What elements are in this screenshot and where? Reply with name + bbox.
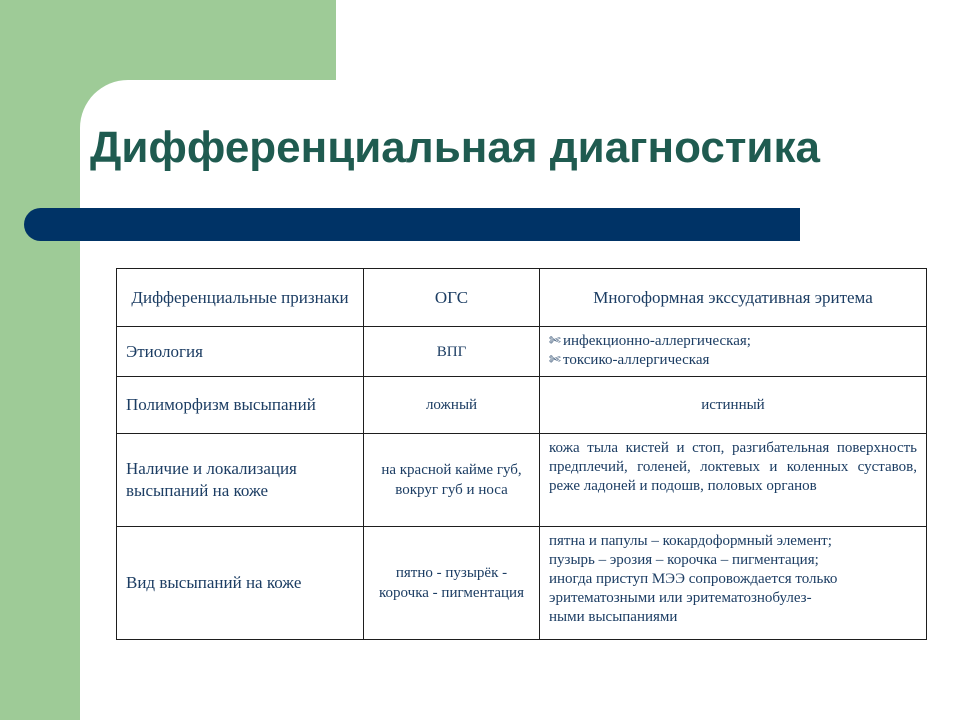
row-sign-polymorphism: Полиморфизм высыпаний [117,377,364,434]
row-mee-rash-type [540,526,927,639]
list-item: ✄ инфекционно-аллергическая; [549,333,751,350]
row-ogs-etiology: ВПГ [364,327,540,377]
row-ogs-polymorphism: ложный [364,377,540,434]
text-line: ными высыпаниями [549,608,678,625]
differential-table [116,268,927,640]
header-cell-ogs: ОГС [364,269,540,327]
table-row [117,377,927,434]
table-row [117,526,927,639]
row-ogs-localization: на красной кайме губ, вокруг губ и носа [364,434,540,526]
row-sign-localization: Наличие и локализация высыпаний на коже [117,434,364,526]
header-cell-mee: Многоформная экссудативная эритема [540,269,927,327]
row-mee-etiology [540,327,927,377]
row-mee-polymorphism: истинный [540,377,927,434]
text-line: пятна и папулы – кокардоформный элемент; [549,532,832,549]
text-line: иногда приступ МЭЭ сопровождается только [549,570,838,587]
header-cell-signs: Дифференциальные признаки [117,269,364,327]
text-line: эритематозными или эритематознобулез- [549,589,812,606]
scissors-icon: ✄ [549,353,561,369]
row-ogs-rash-type: пятно - пузырёк - корочка - пигментация [364,526,540,639]
table-row [117,434,927,526]
scissors-icon: ✄ [549,334,561,350]
table-header-row [117,269,927,327]
list-item: ✄ токсико-аллергическая [549,352,710,369]
table-row [117,327,927,377]
row-sign-rash-type: Вид высыпаний на коже [117,526,364,639]
row-sign-etiology: Этиология [117,327,364,377]
text-line: пузырь – эрозия – корочка – пигментация; [549,551,819,568]
row-mee-localization: кожа тыла кистей и стоп, разгибательная поверхность предплечий, голеней, локтевых и коленных суставов, реже ладоней и подошв, половых органов [540,434,927,526]
slide-title: Дифференциальная диагностика [90,123,820,172]
title-underline-bar [24,208,800,241]
